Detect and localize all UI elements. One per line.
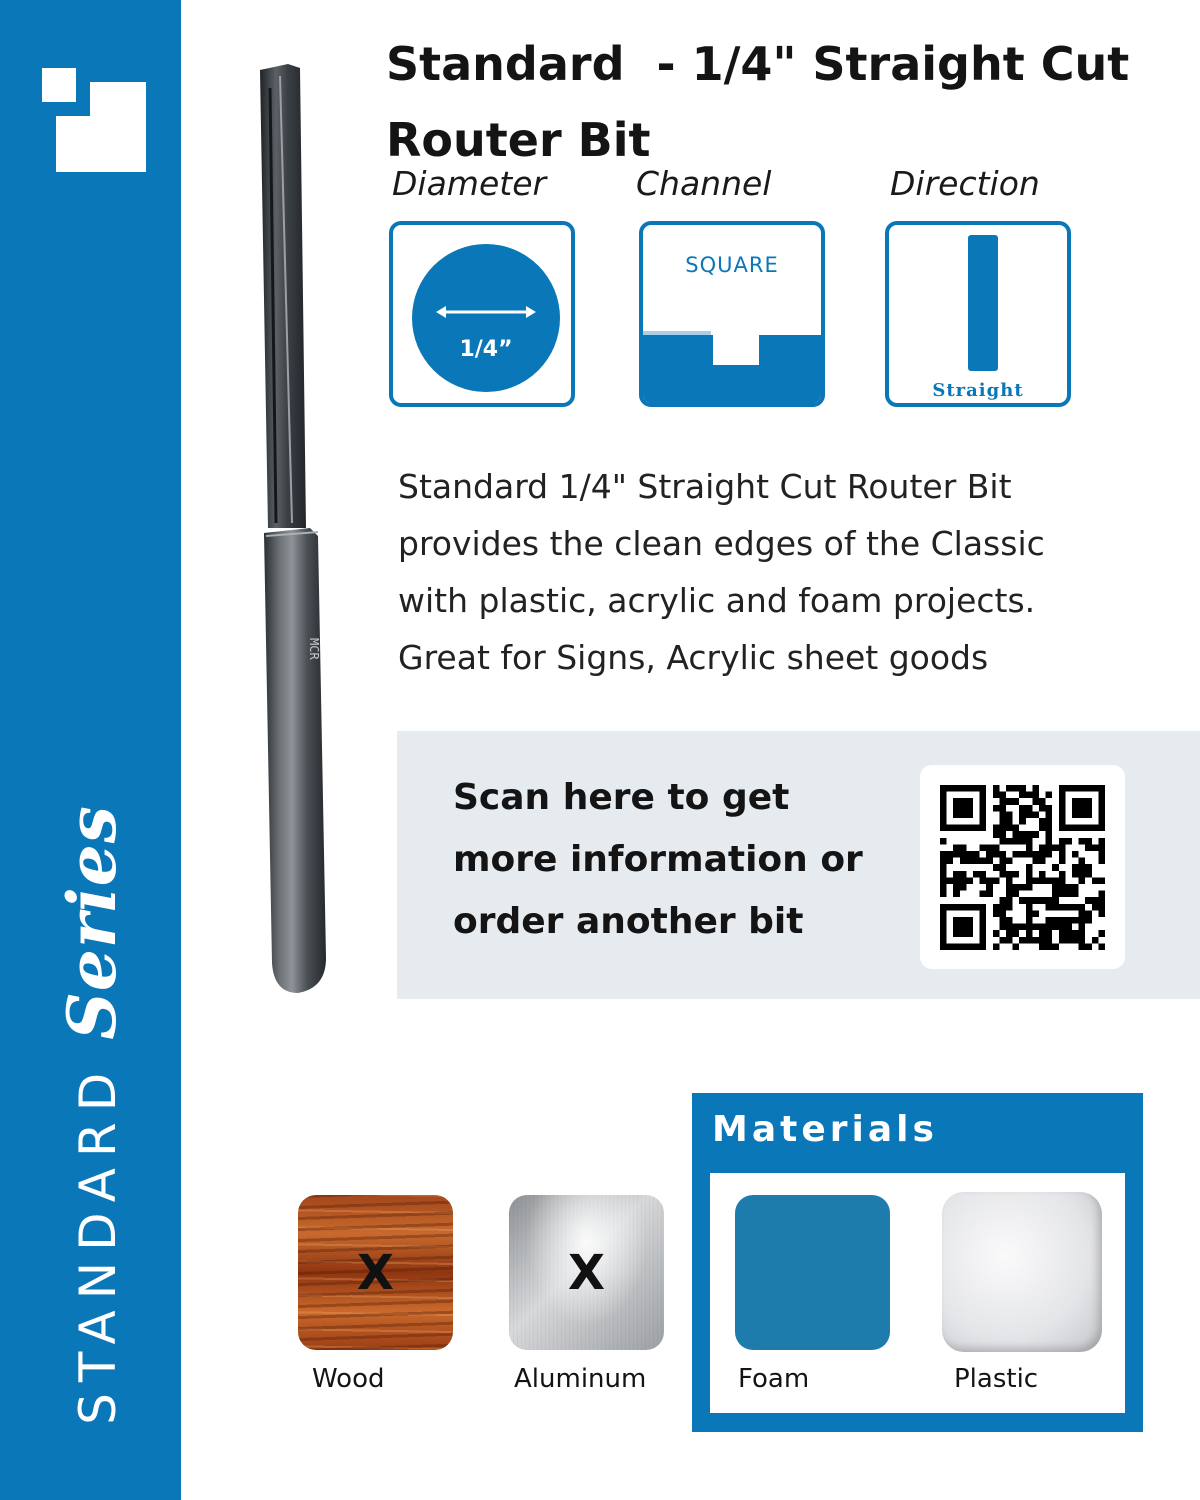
- material-label-wood: Wood: [312, 1364, 385, 1394]
- description-line: Great for Signs, Acrylic sheet goods: [398, 638, 989, 677]
- svg-text:MCR: MCR: [307, 638, 321, 660]
- diameter-spec-box: [389, 221, 575, 407]
- material-label-foam: Foam: [738, 1364, 810, 1394]
- diameter-value: 1/4”: [459, 337, 513, 362]
- direction-value: Straight: [932, 380, 1024, 401]
- router-bit-photo: [218, 58, 388, 1018]
- product-title-line-1: Standard - 1/4" Straight Cut: [386, 37, 1130, 91]
- channel-label: Channel: [636, 164, 772, 203]
- scan-line: order another bit: [453, 901, 804, 942]
- not-compatible-mark: X: [356, 1245, 394, 1301]
- direction-spec-box: [885, 221, 1071, 407]
- stepped-squares-logo-icon: [42, 68, 146, 172]
- description-line: provides the clean edges of the Classic: [398, 524, 1045, 563]
- channel-spec-box: [639, 221, 825, 407]
- scan-instructions: [453, 767, 893, 953]
- not-compatible-mark: X: [567, 1245, 605, 1301]
- series-script-text: Series: [53, 805, 131, 1040]
- scan-info-panel: [397, 731, 1200, 999]
- description-line: with plastic, acrylic and foam projects.: [398, 581, 1036, 620]
- channel-value: SQUARE: [685, 253, 779, 277]
- diameter-circle-icon: [412, 244, 560, 392]
- series-standard-text: STANDARD: [69, 1061, 127, 1425]
- left-brand-band: [0, 0, 181, 1500]
- product-description: [398, 458, 1178, 686]
- square-channel-icon: [643, 225, 821, 403]
- straight-bar-icon: [968, 235, 998, 371]
- qr-code-icon[interactable]: [940, 785, 1105, 950]
- description-line: Standard 1/4" Straight Cut Router Bit: [398, 467, 1012, 506]
- direction-label: Direction: [890, 164, 1040, 203]
- materials-title: Materials: [712, 1109, 938, 1150]
- material-label-aluminum: Aluminum: [514, 1364, 647, 1394]
- scan-line: more information or: [453, 839, 863, 880]
- qr-code-card[interactable]: [920, 765, 1125, 969]
- product-title: [386, 26, 1166, 178]
- material-plastic-swatch: [942, 1192, 1102, 1352]
- product-title-line-2: Router Bit: [386, 113, 651, 167]
- material-foam-swatch: [735, 1195, 890, 1350]
- scan-line: Scan here to get: [453, 777, 790, 818]
- material-label-plastic: Plastic: [954, 1364, 1039, 1394]
- diameter-label: Diameter: [392, 164, 547, 203]
- material-wood-swatch: [298, 1195, 453, 1350]
- material-aluminum-swatch: [509, 1195, 664, 1350]
- double-arrow-icon: [436, 304, 536, 320]
